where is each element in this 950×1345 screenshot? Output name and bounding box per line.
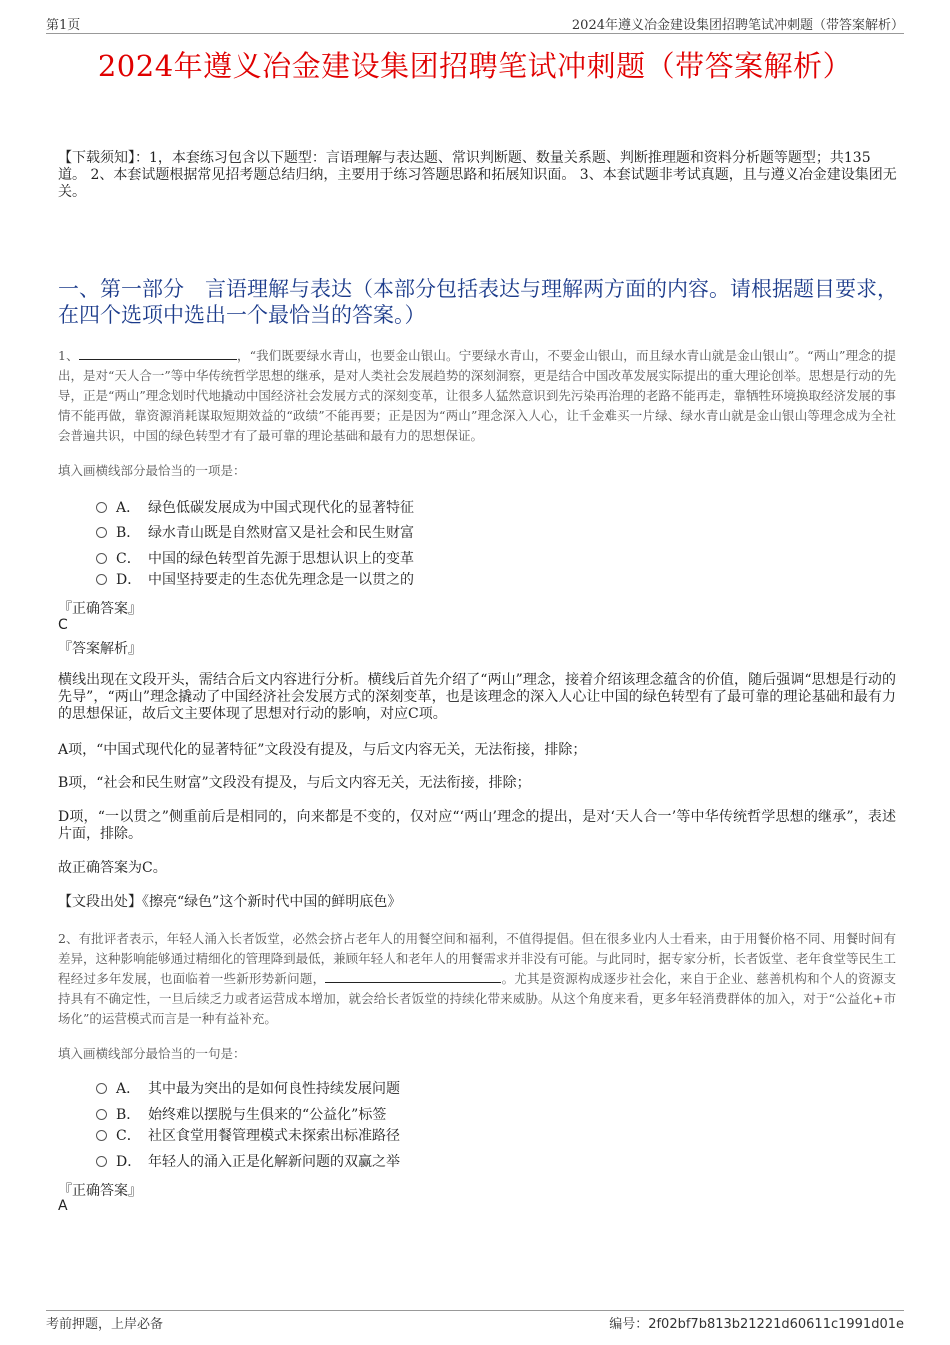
header-divider: [46, 33, 904, 34]
question-2-answer-label: 『正确答案』: [58, 1183, 142, 1199]
question-1-option-b[interactable]: B． 绿水青山既是自然财富又是社会和民生财富: [96, 522, 414, 542]
footer-code-value: 2f02bf7b813b21221d60611c1991d01e: [648, 1317, 904, 1332]
question-1-answer: C: [58, 617, 68, 633]
question-2-blank: [325, 970, 501, 983]
question-1-analysis-label: 『答案解析』: [58, 641, 142, 657]
page-title: 2024年遵义冶金建设集团招聘笔试冲刺题（带答案解析）: [97, 49, 853, 83]
question-2-option-c[interactable]: C． 社区食堂用餐管理模式未探索出标准路径: [96, 1125, 400, 1145]
question-1-option-a[interactable]: A． 绿色低碳发展成为中国式现代化的显著特征: [96, 497, 414, 517]
radio-icon[interactable]: [96, 1130, 107, 1141]
question-1-option-c[interactable]: C． 中国的绿色转型首先源于思想认识上的变革: [96, 548, 414, 568]
page-number: 第1页: [46, 18, 81, 33]
question-1-analysis-conclusion: 故正确答案为C。: [58, 860, 167, 876]
question-1-blank: [79, 347, 237, 360]
footer-code-label: 编号：: [609, 1317, 649, 1332]
question-2-answer: A: [58, 1198, 68, 1214]
question-1-analysis-option-b: B项，“社会和民生财富”文段没有提及，与后文内容无关，无法衔接，排除；: [58, 775, 531, 791]
question-1-answer-label: 『正确答案』: [58, 601, 142, 617]
question-2-option-d[interactable]: D． 年轻人的涌入正是化解新问题的双赢之举: [96, 1151, 400, 1171]
question-1-text: [58, 346, 896, 446]
question-2-body-start: 2、有批评者表示，年轻人涌入长者饭堂，必然会挤占老年人的用餐空间和福利，不值得提倡。但在很多业内人士看来，由于用餐价格不同、用餐时间有差异，这种影响能够通过精细化的管理降到最低，兼顾年轻人和老年人的用餐需求并非没有可能。与此同时，据专家分析，长者饭堂、老年食堂等民生工程经过多年发展，也面临着一些新形势新问题，: [58, 931, 896, 986]
radio-icon[interactable]: [96, 1083, 107, 1094]
question-2-option-b[interactable]: B． 始终难以摆脱与生俱来的“公益化”标签: [96, 1104, 386, 1124]
question-2-option-a[interactable]: A． 其中最为突出的是如何良性持续发展问题: [96, 1078, 400, 1098]
question-1-body: ，“我们既要绿水青山，也要金山银山。宁要绿水青山，不要金山银山，而且绿水青山就是金山银山”。“两山”理念的提出，是对“天人合一”等中华传统哲学思想的继承，是对人类社会发展趋势的深刻洞察，更是结合中国改革发展实际提出的重大理论创举。思想是行动的先导，正是“两山”理念划时代地撬动中国经济社会发展方式的深刻变革，让很多人猛然意识到先污染再治理的老路不能再走，靠牺牲环境换取经济发展的事情不能再做，靠资源消耗谋取短期效益的“政绩”不能再要；正是因为“两山”理念深入人心，让千金难买一片绿、绿水青山就是金山银山等理念成为全社会普遍共识，中国的绿色转型才有了最可靠的理论基础和最有力的思想保证。: [58, 348, 896, 443]
footer-code: [609, 1313, 904, 1332]
section-heading: 一、第一部分 言语理解与表达（本部分包括表达与理解两方面的内容。请根据题目要求，在四个选项中选出一个最恰当的答案。）: [58, 277, 898, 327]
question-1-prompt: 填入画横线部分最恰当的一项是：: [58, 463, 246, 478]
question-1-analysis-paragraph: 横线出现在文段开头，需结合后文内容进行分析。横线后首先介绍了“两山”理念，接着介绍该理念蕴含的价值，随后强调“思想是行动的先导”，“两山”理念撬动了中国经济社会发展方式的深刻变革，也是该理念的深入人心让中国的绿色转型有了最可靠的理论基础和最有力的思想保证，故后文主要体现了思想对行动的影响，对应C项。: [58, 672, 896, 722]
question-2-body-end: 。尤其是资源构成逐步社会化，来自于企业、慈善机构和个人的资源支持具有不确定性，一旦后续乏力或者运营成本增加，就会给长者饭堂的持续化带来威胁。从这个角度来看，更多年轻消费群体的加入，对于“公益化+市场化”的运营模式而言是一种有益补充。: [58, 971, 896, 1026]
radio-icon[interactable]: [96, 574, 107, 585]
question-2-text: [58, 929, 896, 1029]
question-1-number: 1、: [58, 348, 79, 363]
footer-divider: [46, 1310, 904, 1311]
radio-icon[interactable]: [96, 527, 107, 538]
question-1-analysis-option-a: A项，“中国式现代化的显著特征”文段没有提及，与后文内容无关，无法衔接，排除；: [58, 742, 587, 758]
header-doc-title: 2024年遵义冶金建设集团招聘笔试冲刺题（带答案解析）: [571, 18, 904, 33]
radio-icon[interactable]: [96, 1109, 107, 1120]
question-1-option-d[interactable]: D． 中国坚持要走的生态优先理念是一以贯之的: [96, 569, 414, 589]
download-notice: 【下载须知】：1，本套练习包含以下题型：言语理解与表达题、常识判断题、数量关系题、判断推理题和资料分析题等题型；共135道。 2、本套试题根据常见招考题总结归纳，主要用于练习答题思路和拓展知识面。 3、本套试题非考试真题，且与遵义冶金建设集团无关。: [58, 150, 897, 200]
radio-icon[interactable]: [96, 502, 107, 513]
question-1-source: 【文段出处】《擦亮“绿色”这个新时代中国的鲜明底色》: [58, 894, 402, 910]
footer-slogan: 考前押题，上岸必备: [46, 1317, 164, 1332]
question-2-prompt: 填入画横线部分最恰当的一句是：: [58, 1046, 246, 1061]
radio-icon[interactable]: [96, 1156, 107, 1167]
question-1-analysis-option-d: D项，“一以贯之”侧重前后是相同的，向来都是不变的，仅对应“‘两山’理念的提出，是对‘天人合一’等中华传统哲学思想的继承”，表述片面，排除。: [58, 809, 896, 842]
radio-icon[interactable]: [96, 553, 107, 564]
